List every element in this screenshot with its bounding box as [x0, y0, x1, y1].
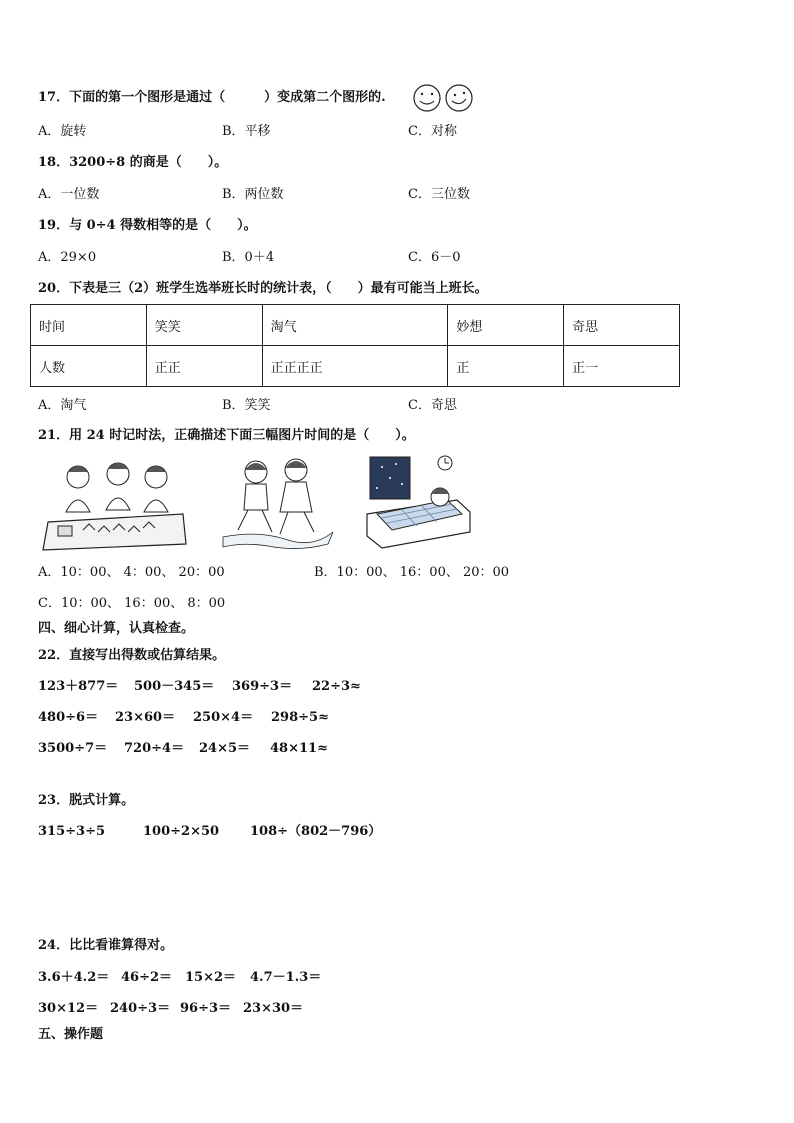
q18-option-a: A．一位数: [38, 187, 100, 202]
table-cell: 正: [448, 346, 564, 387]
q17-stem: 17．下面的第一个图形是通过（ ）变成第二个图形的.: [38, 90, 386, 105]
q17-option-c: C．对称: [408, 124, 457, 139]
q22-expr: 123＋877＝: [38, 679, 119, 694]
q22-expr: 24×5＝: [199, 741, 251, 756]
q24-expr: 46÷2＝: [121, 970, 173, 985]
q23-stem: 23．脱式计算。: [38, 793, 135, 808]
q24-expr: 15×2＝: [185, 970, 237, 985]
smiley-faces-figure: [410, 83, 476, 113]
q22-expr: 250×4＝: [193, 710, 254, 725]
q24-expr: 3.6＋4.2＝: [38, 970, 110, 985]
table-header-cell: 淘气: [262, 305, 448, 346]
q22-expr: 48×11≈: [270, 741, 328, 756]
q21-option-b: B．10：00、 16：00、 20：00: [314, 565, 510, 580]
q24-expr: 23×30＝: [243, 1001, 304, 1016]
q19-option-a: A．29×0: [38, 250, 97, 265]
q21-stem: 21．用 24 时记时法，正确描述下面三幅图片时间的是（ ）。: [38, 428, 415, 443]
q22-expr: 720÷4＝: [124, 741, 185, 756]
q20-option-c: C．奇思: [408, 398, 457, 413]
table-cell: 人数: [31, 346, 147, 387]
q17-option-a: A．旋转: [38, 124, 87, 139]
q22-expr: 3500÷7＝: [38, 741, 108, 756]
section-4-heading: 四、细心计算，认真检查。: [38, 621, 195, 636]
q24-expr: 30×12＝: [38, 1001, 99, 1016]
q19-option-b: B．0＋4: [222, 250, 275, 265]
q22-stem: 22．直接写出得数或估算结果。: [38, 648, 226, 663]
q20-option-a: A．淘气: [38, 398, 87, 413]
table-header-cell: 时间: [31, 305, 147, 346]
table-cell: 正一: [564, 346, 680, 387]
table-row: [31, 305, 680, 346]
q23-expr: 100÷2×50: [143, 824, 220, 839]
table-row: [31, 346, 680, 387]
q22-expr: 500－345＝: [134, 679, 215, 694]
q20-stem: 20．下表是三（2）班学生选举班长时的统计表，（ ）最有可能当上班长。: [38, 281, 488, 296]
smiley-face-2-icon: [446, 85, 472, 111]
table-cell: 正正: [146, 346, 262, 387]
section-5-heading: 五、操作题: [38, 1027, 104, 1042]
q22-expr: 480÷6＝: [38, 710, 99, 725]
q22-expr: 22÷3≈: [312, 679, 361, 694]
q22-expr: 23×60＝: [115, 710, 176, 725]
table-header-cell: 笑笑: [146, 305, 262, 346]
q19-stem: 19．与 0÷4 得数相等的是（ ）。: [38, 218, 257, 233]
q24-expr: 96÷3＝: [180, 1001, 232, 1016]
q24-stem: 24．比比看谁算得对。: [38, 938, 174, 953]
table-header-cell: 奇思: [564, 305, 680, 346]
q20-option-b: B．笑笑: [222, 398, 271, 413]
children-running-image: [218, 452, 338, 552]
q21-option-a: A．10：00、 4：00、 20：00: [38, 565, 225, 580]
q23-expr: 315÷3÷5: [38, 824, 106, 839]
children-making-crafts-image: [38, 452, 188, 552]
q24-expr: 4.7－1.3＝: [250, 970, 322, 985]
table-header-cell: 妙想: [448, 305, 564, 346]
vote-tally-table: [30, 304, 680, 387]
q19-option-c: C．6－0: [408, 250, 461, 265]
table-cell: 正正正正: [262, 346, 448, 387]
q18-option-b: B．两位数: [222, 187, 284, 202]
smiley-face-1-icon: [414, 85, 440, 111]
q24-expr: 240÷3＝: [110, 1001, 171, 1016]
q17-option-b: B．平移: [222, 124, 271, 139]
q21-option-c: C．10：00、 16：00、 8：00: [38, 596, 226, 611]
q23-expr: 108÷（802－796）: [250, 824, 382, 839]
q22-expr: 369÷3＝: [232, 679, 293, 694]
q18-option-c: C．三位数: [408, 187, 470, 202]
q18-stem: 18．3200÷8 的商是（ ）。: [38, 155, 228, 170]
child-sleeping-image: [362, 452, 472, 556]
q22-expr: 298÷5≈: [271, 710, 329, 725]
